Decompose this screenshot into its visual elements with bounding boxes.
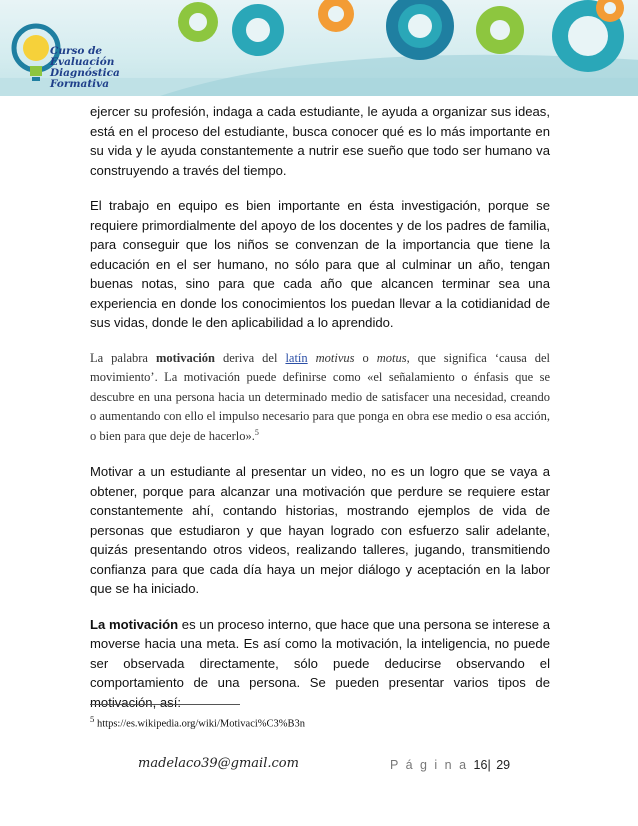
page-label: P á g i n a <box>390 758 469 772</box>
text-run <box>308 351 316 365</box>
text-run: deriva del <box>214 350 286 365</box>
term-motivus: motivus <box>315 350 355 365</box>
page-number: 16 <box>473 758 488 772</box>
footnote <box>90 714 305 730</box>
paragraph-2: El trabajo en equipo es bien importante en ésta investigación, porque se requiere primordialmente del apoyo de los docentes y de los padres de familia, para conseguir que los niños se convenzan de la importancia que tiene la educación en el ser humano, no sólo para que al culminar un año, tengan buenas notas, sino para que cada año que alcancen terminar sea una experiencia en donde los conocimientos los puedan llevar a la cotidianidad de sus vidas, donde le den aplicabilidad a lo aprendido. <box>90 198 550 330</box>
paragraph-3-definition <box>90 349 550 447</box>
latin-link[interactable]: latín <box>285 350 308 365</box>
logo-title-line2: Diagnóstica Formativa <box>50 67 120 90</box>
gear-icon <box>476 6 524 54</box>
term-la-motivacion: La motivación <box>90 616 179 632</box>
total-pages: 29 <box>496 758 511 772</box>
gear-icon <box>318 0 354 32</box>
logo-title-line1: Curso de Evaluación <box>50 45 115 68</box>
logo-title <box>50 46 160 90</box>
text-run: , que significa ‘causa del movimiento’. La motivación puede definirse como «el señalamiento o énfasis que se descubre en una persona hacia un determinado medio de satisfacer una necesidad, creando o aumentando con ello el impulso necesario para que ponga en obra ese medio o esa acción, o bien para que deje de hacerlo». <box>90 350 551 443</box>
page-body <box>90 102 550 728</box>
gear-icon <box>232 4 284 56</box>
term-motivacion: motivación <box>155 350 215 365</box>
term-motus: motus <box>376 350 407 365</box>
page-separator: | <box>487 758 491 772</box>
page-indicator <box>390 758 510 772</box>
footnote-divider <box>90 704 240 705</box>
gear-icon <box>178 2 218 42</box>
footnote-reference[interactable]: 5 <box>254 427 259 437</box>
text-run: La palabra <box>90 350 156 365</box>
gear-icon <box>386 0 454 60</box>
footer-email: madelaco39@gmail.com <box>138 756 299 771</box>
text-run: es un proceso interno, que hace que una persona se interese a moverse hacia una meta. Es así como la motivación, la inteligencia, no puede ser observada directamente, sólo puede deducirse observando el comportamiento de una persona. Se pueden presentar varios tipos de motivación, así: <box>90 616 550 710</box>
footnote-number: 5 <box>90 714 95 724</box>
paragraph-5 <box>90 615 550 713</box>
header-banner <box>0 0 638 96</box>
footnote-url[interactable]: https://es.wikipedia.org/wiki/Motivaci%C3%B3n <box>97 718 306 730</box>
text-run: o <box>354 350 377 365</box>
paragraph-1: ejercer su profesión, indaga a cada estudiante, le ayuda a organizar sus ideas, está en el proceso del estudiante, busca conocer qué es lo más importante en su vida y le ayuda constantemente a nutrir ese sueño que todo ser humano va construyendo a través del tiempo. <box>90 104 550 178</box>
paragraph-4: Motivar a un estudiante al presentar un video, no es un logro que se vaya a obtener, porque para alcanzar una motivación que perdure se requiere estar constantemente ahí, contando historias, mostrando ejemplos de vida de personas que estudiaron y que hayan logrado con esfuerzo salir adelante, quizás presentando otros videos, realizando talleres, jugando, transmitiendo confianza para que cada día haya un mejor diálogo y aceptación en la labor que se ha iniciado. <box>90 464 550 596</box>
